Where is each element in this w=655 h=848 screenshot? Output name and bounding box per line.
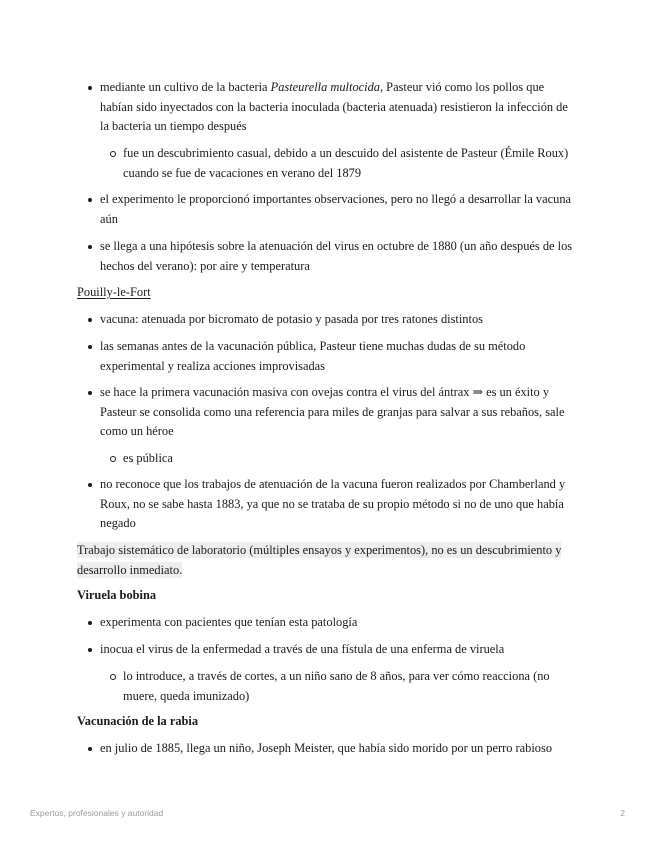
list-item-text: inocua el virus de la enfermedad a través de una fístula de una enferma de viruela — [100, 642, 505, 656]
sub-list-item — [123, 449, 575, 469]
list-item-text-post: , Pasteur vió como los pollos que habían sido inyectados con la bacteria inoculada (bacteria atenuada) resistieron la infección de la bacteria un tiempo después — [100, 80, 568, 133]
sub-list-item-text: es pública — [123, 451, 173, 465]
list-item-text: vacuna: atenuada por bicromato de potasio y pasada por tres ratones distintos — [100, 312, 483, 326]
sub-list-item-text: lo introduce, a través de cortes, a un niño sano de 8 años, para ver cómo reacciona (no muere, queda imunizado) — [123, 669, 550, 703]
section-heading-viruela: Viruela bobina — [77, 588, 157, 602]
list-item — [100, 78, 575, 137]
list-item — [100, 613, 575, 633]
footer-document-title: Expertos, profesionales y autoridad — [30, 808, 164, 818]
footer-page-number: 2 — [620, 808, 625, 818]
list-item-text: las semanas antes de la vacunación pública, Pasteur tiene muchas dudas de su método experimental y realiza acciones improvisadas — [100, 339, 526, 373]
list-item-text: experimenta con pacientes que tenían esta patología — [100, 615, 358, 629]
sub-list-item — [123, 667, 575, 706]
species-name-italic: Pasteurella multocida — [270, 80, 380, 94]
section-heading-pouilly[interactable]: Pouilly-le-Fort — [77, 285, 151, 299]
list-item-text-pre: mediante un cultivo de la bacteria — [100, 80, 271, 94]
list-item — [100, 475, 575, 534]
highlighted-note-text: Trabajo sistemático de laboratorio (múltiples ensayos y experimentos), no es un descubrimiento y desarrollo inmediato. — [77, 543, 562, 577]
list-item — [100, 237, 575, 276]
sub-list-item-text: fue un descubrimiento casual, debido a un descuido del asistente de Pasteur (Émile Roux) cuando se fue de vacaciones en verano del 1879 — [123, 146, 569, 180]
list-item — [100, 383, 575, 442]
highlighted-note — [77, 541, 577, 580]
list-item — [100, 739, 575, 759]
list-item-text: no reconoce que los trabajos de atenuación de la vacuna fueron realizados por Chamberland y Roux, no se sabe hasta 1883, ya que no se trataba de su propio método si no de uno que había negado — [100, 477, 566, 530]
list-item-text: en julio de 1885, llega un niño, Joseph Meister, que había sido morido por un perro rabioso — [100, 741, 553, 755]
list-item-text: se hace la primera vacunación masiva con ovejas contra el virus del ántrax ⇒ es un éxito y Pasteur se consolida como una referencia para miles de granjas para salvar a sus rebaños, sale como un héroe — [100, 385, 565, 438]
section-heading-rabia: Vacunación de la rabia — [77, 714, 199, 728]
list-item — [100, 640, 575, 660]
sub-list-item — [123, 144, 575, 183]
list-item — [100, 310, 575, 330]
list-item — [100, 337, 575, 376]
list-item-text: el experimento le proporcionó importantes observaciones, pero no llegó a desarrollar la vacuna aún — [100, 192, 572, 226]
list-item-text: se llega a una hipótesis sobre la atenuación del virus en octubre de 1880 (un año después de los hechos del verano): por aire y temperatura — [100, 239, 573, 273]
list-item — [100, 190, 575, 229]
